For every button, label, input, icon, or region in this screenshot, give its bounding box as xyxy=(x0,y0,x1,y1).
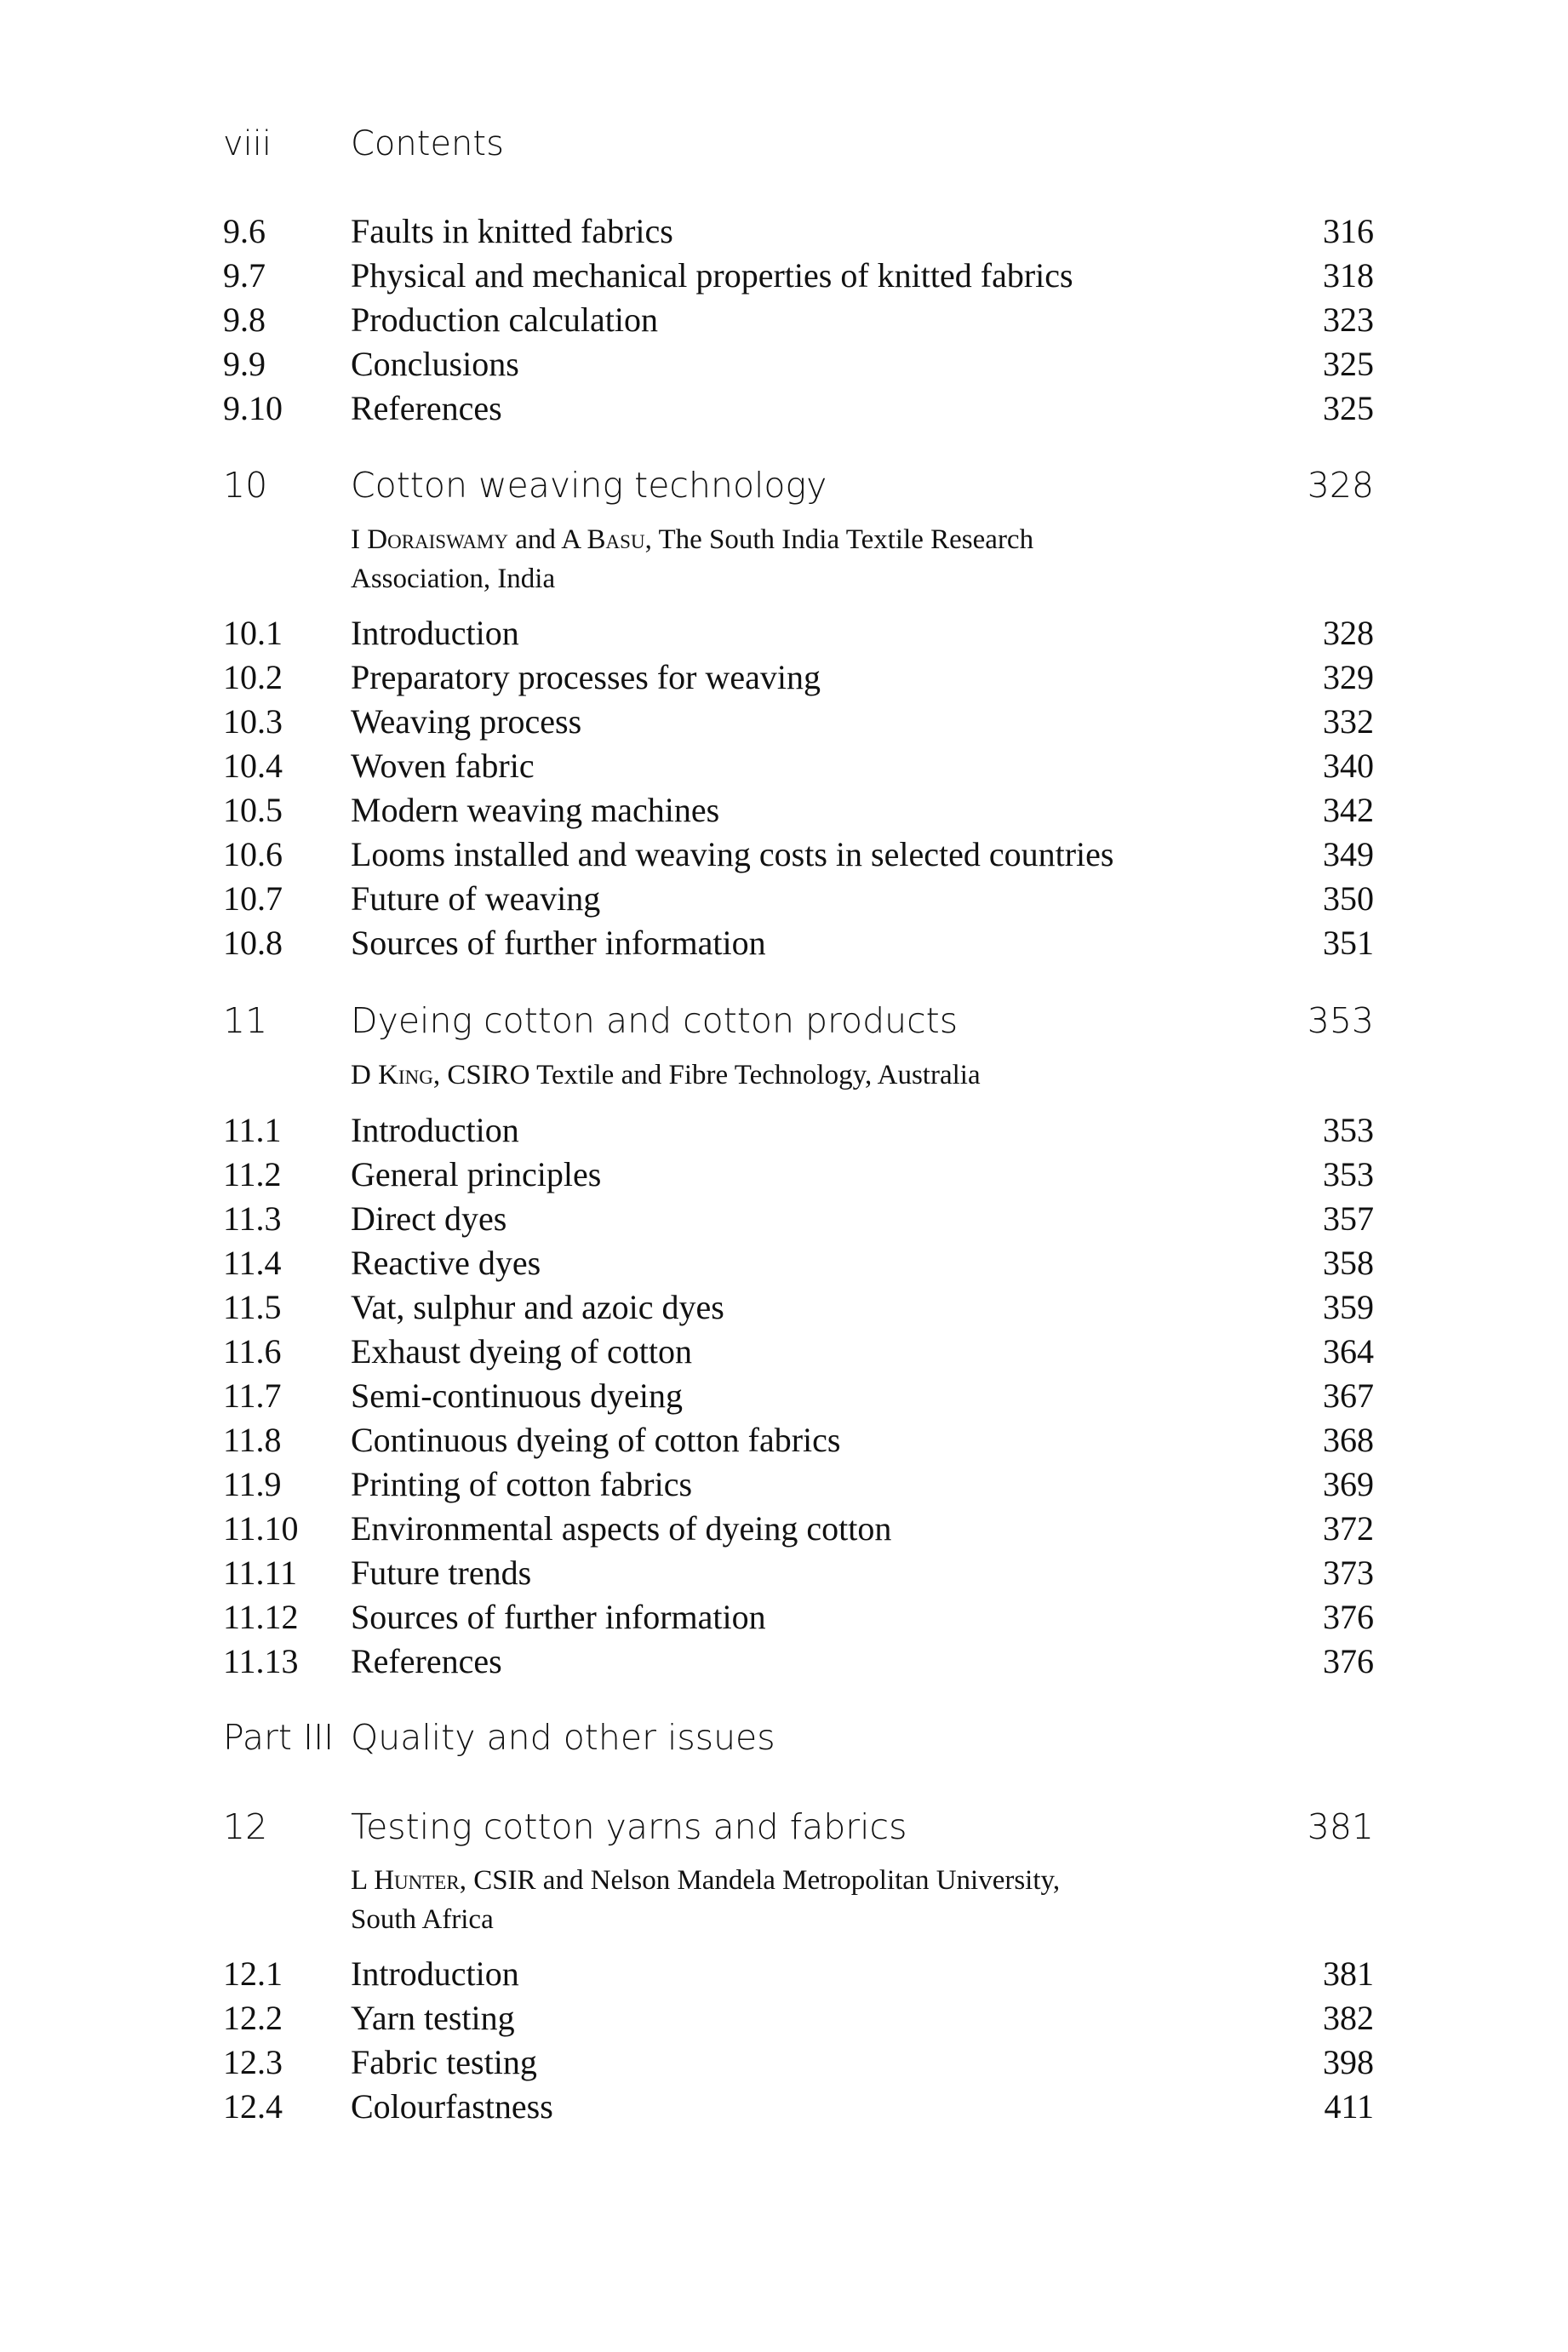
section-number: 11.6 xyxy=(223,1332,282,1371)
section-number: 11.2 xyxy=(223,1155,282,1193)
chapter-number: 10 xyxy=(223,465,268,506)
part-title: Quality and other issues xyxy=(351,1717,775,1758)
page-number: 376 xyxy=(1323,1642,1374,1680)
section-title: Introduction xyxy=(351,614,519,652)
section-number: 11.7 xyxy=(223,1376,282,1415)
running-head-title: Contents xyxy=(351,124,504,163)
section-title: Production calculation xyxy=(351,300,659,339)
toc-entry xyxy=(223,342,1374,386)
section-title: Future trends xyxy=(351,1554,532,1592)
author-conjunction: and A xyxy=(507,524,587,555)
page-number: 353 xyxy=(1307,1000,1374,1041)
author-initial: D xyxy=(351,1060,379,1090)
section-title: Introduction xyxy=(351,1111,519,1149)
author-initial: I xyxy=(351,524,368,555)
section-title: Fabric testing xyxy=(351,2043,537,2081)
page-number: 353 xyxy=(1323,1155,1374,1193)
toc-entry xyxy=(223,1595,1374,1640)
toc-entry xyxy=(223,921,1374,965)
section-number: 10.2 xyxy=(223,658,283,696)
section-number: 12.2 xyxy=(223,1999,283,2037)
section-number: 11.9 xyxy=(223,1465,282,1503)
section-title: Future of weaving xyxy=(351,879,601,918)
toc-entry xyxy=(223,1197,1374,1241)
page-number: 373 xyxy=(1323,1554,1374,1592)
chapter-title: Testing cotton yarns and fabrics xyxy=(351,1806,907,1847)
chapter-number: 11 xyxy=(223,1000,268,1041)
page-number: 353 xyxy=(1323,1111,1374,1149)
section-number: 10.5 xyxy=(223,791,283,829)
chapter-title: Cotton weaving technology xyxy=(351,465,827,506)
chapter-heading xyxy=(223,999,1374,1043)
chapter-heading xyxy=(223,463,1374,507)
authors-line: South Africa xyxy=(351,1904,494,1935)
page-number: 381 xyxy=(1307,1806,1374,1847)
section-title: Yarn testing xyxy=(351,1999,515,2037)
page-number: 382 xyxy=(1323,1999,1374,2037)
page-number: 369 xyxy=(1323,1465,1374,1503)
authors-line xyxy=(351,520,1338,559)
section-number: 11.8 xyxy=(223,1421,282,1459)
page-number: 318 xyxy=(1323,256,1374,295)
toc-entry xyxy=(223,611,1374,655)
toc-entry xyxy=(223,744,1374,788)
page-number: 372 xyxy=(1323,1509,1374,1548)
page-number: 342 xyxy=(1323,791,1374,829)
page-number: 329 xyxy=(1323,658,1374,696)
section-number: 10.4 xyxy=(223,747,283,785)
page-number: 359 xyxy=(1323,1288,1374,1326)
toc-entry xyxy=(223,655,1374,700)
author-affiliation: , CSIR and Nelson Mandela Metropolitan University, xyxy=(459,1865,1061,1896)
chapter-heading xyxy=(223,1805,1374,1849)
section-title: Introduction xyxy=(351,1954,519,1993)
toc-entry xyxy=(223,1996,1374,2040)
authors-line: Association, India xyxy=(351,564,556,594)
toc-entry xyxy=(223,2085,1374,2129)
toc-entry xyxy=(223,700,1374,744)
page-number: 349 xyxy=(1323,835,1374,873)
chapter-authors xyxy=(351,1861,1338,1939)
section-title: Exhaust dyeing of cotton xyxy=(351,1332,693,1371)
section-number: 10.1 xyxy=(223,614,283,652)
page-number: 350 xyxy=(1323,879,1374,918)
section-number: 11.3 xyxy=(223,1199,282,1238)
page-number: 351 xyxy=(1323,924,1374,962)
section-number: 12.1 xyxy=(223,1954,283,1993)
section-title: Physical and mechanical properties of knitted fabrics xyxy=(351,256,1073,295)
chapter-title: Dyeing cotton and cotton products xyxy=(351,1000,959,1041)
section-number: 11.10 xyxy=(223,1509,299,1548)
toc-entry xyxy=(223,1241,1374,1285)
part-heading xyxy=(223,1715,1374,1760)
author-initial: L xyxy=(351,1865,375,1896)
page-number: 340 xyxy=(1323,747,1374,785)
section-number: 11.1 xyxy=(223,1111,282,1149)
section-title: Continuous dyeing of cotton fabrics xyxy=(351,1421,841,1459)
section-number: 9.10 xyxy=(223,389,283,427)
toc-entry xyxy=(223,298,1374,342)
part-label: Part III xyxy=(223,1717,335,1758)
section-title: Environmental aspects of dyeing cotton xyxy=(351,1509,892,1548)
toc-entry xyxy=(223,1462,1374,1507)
toc-entry xyxy=(223,209,1374,254)
section-title: Looms installed and weaving costs in selected countries xyxy=(351,835,1114,873)
toc-entry xyxy=(223,1507,1374,1551)
section-title: Vat, sulphur and azoic dyes xyxy=(351,1288,724,1326)
toc-entry xyxy=(223,1640,1374,1684)
toc-entry xyxy=(223,1952,1374,1996)
author-surname: Basu xyxy=(587,524,645,555)
author-surname: King xyxy=(378,1060,433,1090)
page-number: 381 xyxy=(1323,1954,1374,1993)
section-number: 9.7 xyxy=(223,256,266,295)
page-number: 328 xyxy=(1323,614,1374,652)
section-number: 10.6 xyxy=(223,835,283,873)
section-number: 10.7 xyxy=(223,879,283,918)
section-title: Reactive dyes xyxy=(351,1244,541,1282)
section-number: 9.9 xyxy=(223,345,266,383)
page-number: 332 xyxy=(1323,702,1374,741)
section-title: Colourfastness xyxy=(351,2087,553,2126)
section-title: General principles xyxy=(351,1155,602,1193)
page-number: 411 xyxy=(1324,2087,1374,2126)
authors-line xyxy=(351,1861,1338,1900)
page-number: 323 xyxy=(1323,300,1374,339)
page-number: 398 xyxy=(1323,2043,1374,2081)
section-title: Preparatory processes for weaving xyxy=(351,658,821,696)
chapter-number: 12 xyxy=(223,1806,268,1847)
toc-entry xyxy=(223,1108,1374,1153)
section-title: Direct dyes xyxy=(351,1199,507,1238)
toc-entry xyxy=(223,1374,1374,1418)
page-folio: viii xyxy=(223,124,272,163)
section-title: Printing of cotton fabrics xyxy=(351,1465,693,1503)
section-number: 10.3 xyxy=(223,702,283,741)
toc-entry xyxy=(223,877,1374,921)
toc-entry xyxy=(223,1418,1374,1462)
page-number: 328 xyxy=(1307,465,1374,506)
toc-entry xyxy=(223,386,1374,431)
section-number: 10.8 xyxy=(223,924,283,962)
section-title: Sources of further information xyxy=(351,924,766,962)
section-title: References xyxy=(351,1642,502,1680)
page-number: 316 xyxy=(1323,212,1374,250)
author-surname: Hunter xyxy=(374,1865,460,1896)
section-number: 12.3 xyxy=(223,2043,283,2081)
chapter-authors xyxy=(351,1056,1338,1095)
author-affiliation: , The South India Textile Research xyxy=(644,524,1034,555)
section-title: Weaving process xyxy=(351,702,582,741)
page-number: 325 xyxy=(1323,389,1374,427)
toc-entry xyxy=(223,833,1374,877)
section-number: 11.12 xyxy=(223,1598,299,1636)
toc-entry xyxy=(223,254,1374,298)
page-number: 376 xyxy=(1323,1598,1374,1636)
section-number: 11.11 xyxy=(223,1554,298,1592)
section-number: 11.13 xyxy=(223,1642,299,1680)
section-title: Faults in knitted fabrics xyxy=(351,212,673,250)
toc-entry xyxy=(223,1153,1374,1197)
page-number: 357 xyxy=(1323,1199,1374,1238)
section-number: 11.5 xyxy=(223,1288,282,1326)
section-number: 9.8 xyxy=(223,300,266,339)
author-affiliation: , CSIRO Textile and Fibre Technology, Australia xyxy=(432,1060,981,1090)
section-number: 9.6 xyxy=(223,212,266,250)
toc-entry xyxy=(223,1330,1374,1374)
section-title: References xyxy=(351,389,502,427)
section-title: Semi-continuous dyeing xyxy=(351,1376,683,1415)
section-title: Woven fabric xyxy=(351,747,535,785)
toc-entry xyxy=(223,2040,1374,2085)
page-number: 325 xyxy=(1323,345,1374,383)
chapter-authors xyxy=(351,520,1338,598)
section-number: 12.4 xyxy=(223,2087,283,2126)
toc-entry xyxy=(223,788,1374,833)
page-number: 368 xyxy=(1323,1421,1374,1459)
section-title: Sources of further information xyxy=(351,1598,766,1636)
section-title: Conclusions xyxy=(351,345,519,383)
section-number: 11.4 xyxy=(223,1244,282,1282)
toc-entry xyxy=(223,1285,1374,1330)
page-number: 367 xyxy=(1323,1376,1374,1415)
authors-line xyxy=(351,1056,1338,1095)
author-surname: Doraiswamy xyxy=(367,524,508,555)
toc-entry xyxy=(223,1551,1374,1595)
page-number: 364 xyxy=(1323,1332,1374,1371)
section-title: Modern weaving machines xyxy=(351,791,720,829)
page-number: 358 xyxy=(1323,1244,1374,1282)
